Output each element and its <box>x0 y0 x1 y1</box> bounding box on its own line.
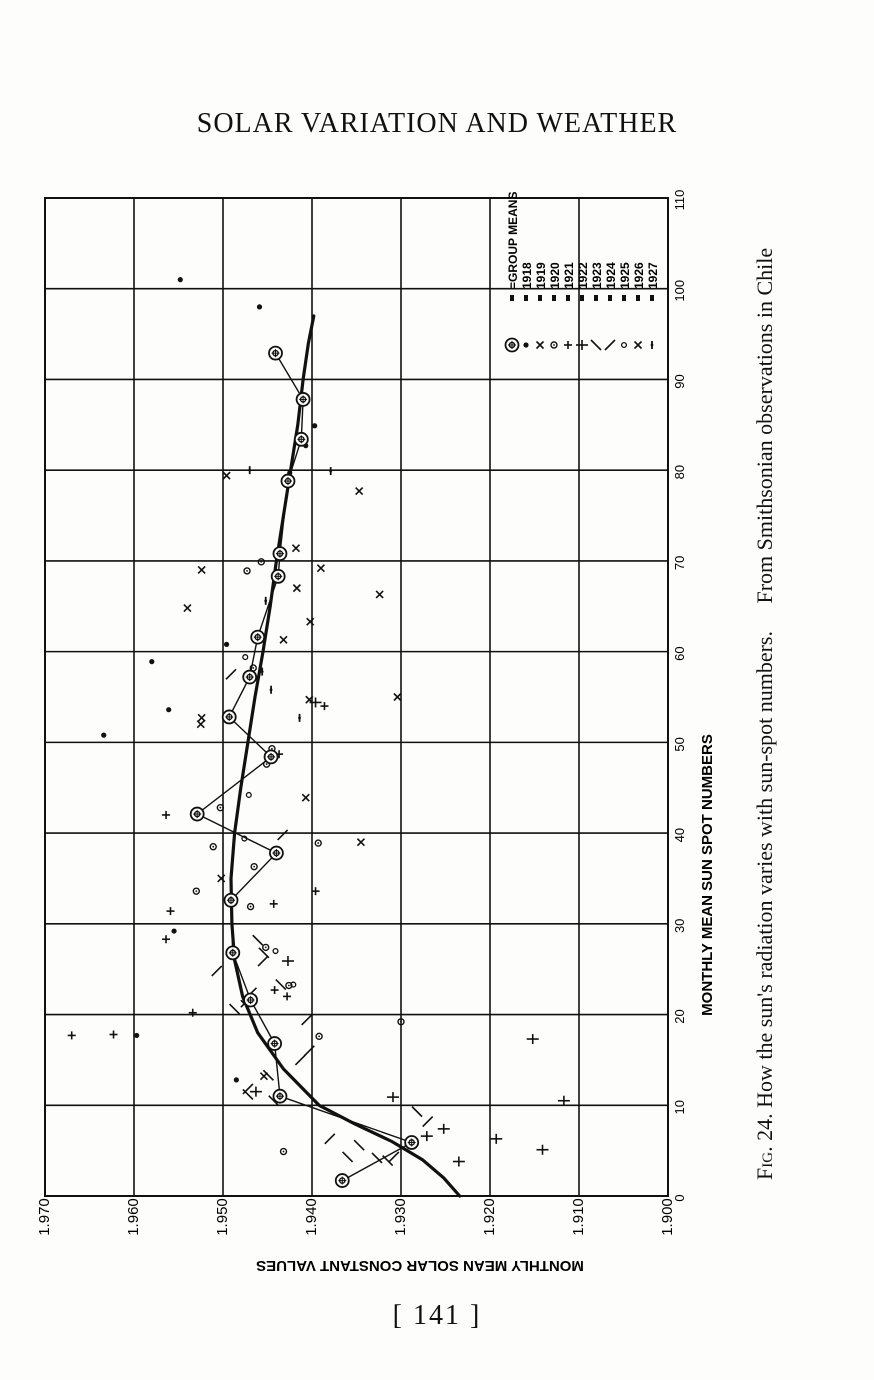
legend-marker <box>605 340 615 350</box>
legend-bullet <box>594 295 598 301</box>
point-1922 <box>537 1145 549 1155</box>
legend-item <box>618 262 632 347</box>
point-1922 <box>387 1092 399 1102</box>
legend-label: 1919 <box>534 262 548 289</box>
group-mean-point <box>265 750 278 763</box>
point-1919 <box>198 714 205 721</box>
legend-item <box>520 262 534 348</box>
point-1919 <box>357 839 364 846</box>
point-1920 <box>316 1033 322 1039</box>
y-tick-label: 1.970 <box>36 1198 53 1236</box>
group-mean-point <box>226 946 239 959</box>
group-mean-point <box>223 710 236 723</box>
y-tick-label: 1.920 <box>481 1198 498 1236</box>
point-1924 <box>295 1055 305 1065</box>
legend-bullet <box>510 295 514 301</box>
legend-label: 1922 <box>576 262 590 289</box>
point-1918 <box>171 928 176 933</box>
point-1920 <box>248 904 254 910</box>
x-tick-label: 20 <box>672 1009 687 1024</box>
point-1927 <box>262 668 263 676</box>
x-tick-label: 50 <box>672 737 687 752</box>
plot-frame <box>45 198 668 1196</box>
point-1918 <box>149 659 154 664</box>
legend-label: 1921 <box>562 262 576 289</box>
point-1925 <box>243 655 248 660</box>
point-1919 <box>223 472 230 479</box>
point-1924 <box>325 1134 335 1144</box>
point-1926 <box>260 1073 267 1080</box>
group-mean-point <box>243 671 256 684</box>
point-1919 <box>394 694 401 701</box>
group-mean-point <box>244 994 257 1007</box>
x-tick-label: 10 <box>672 1100 687 1115</box>
point-1927 <box>299 714 300 722</box>
group-mean-point <box>405 1136 418 1149</box>
legend-bullet <box>580 295 584 301</box>
y-tick-label: 1.930 <box>392 1198 409 1236</box>
legend-marker <box>591 340 601 350</box>
group-mean-point <box>336 1174 349 1187</box>
point-1919 <box>197 721 204 728</box>
point-1924 <box>212 966 222 976</box>
point-1921 <box>110 1031 118 1039</box>
point-1919 <box>356 488 363 495</box>
point-1920 <box>263 944 269 950</box>
point-1921 <box>166 907 174 915</box>
figure-caption <box>752 248 778 1180</box>
point-1918 <box>166 707 171 712</box>
point-1923 <box>276 980 286 990</box>
point-1923 <box>253 935 263 945</box>
point-1918 <box>134 1033 139 1038</box>
point-1919 <box>198 566 205 573</box>
x-tick-label: 90 <box>672 374 687 389</box>
group-mean-point <box>270 847 283 860</box>
point-1921 <box>189 1009 197 1017</box>
legend-marker <box>551 342 557 348</box>
group-mean-point <box>225 894 238 907</box>
point-1921 <box>271 986 279 994</box>
legend-item <box>632 262 646 349</box>
chart-grid <box>45 198 668 1196</box>
point-1920 <box>281 1149 287 1155</box>
point-1925 <box>246 793 251 798</box>
legend-label: 1925 <box>618 262 632 289</box>
page-header: SOLAR VARIATION AND WEATHER <box>196 108 678 139</box>
point-1927 <box>249 466 250 474</box>
point-1922 <box>438 1124 450 1134</box>
legend-item <box>576 262 590 350</box>
point-1919 <box>184 605 191 612</box>
group-mean-point <box>297 393 310 406</box>
point-1927 <box>330 467 331 475</box>
legend-item <box>590 262 604 350</box>
point-1920 <box>193 888 199 894</box>
point-1925 <box>273 949 278 954</box>
point-1923 <box>230 1004 240 1014</box>
point-1921 <box>68 1031 76 1039</box>
point-1920 <box>315 840 321 846</box>
point-1919 <box>293 585 300 592</box>
point-1920 <box>244 568 250 574</box>
legend-item <box>548 262 562 348</box>
y-tick-label: 1.910 <box>570 1198 587 1236</box>
point-1919 <box>292 545 299 552</box>
point-1918 <box>224 642 229 647</box>
legend-label: =GROUP MEANS <box>506 191 520 289</box>
legend-bullet <box>636 295 640 301</box>
data-points-layer <box>68 277 570 1187</box>
point-1922 <box>453 1157 465 1167</box>
legend-label: 1927 <box>646 262 660 289</box>
group-mean-point <box>269 347 282 360</box>
point-1919 <box>376 591 383 598</box>
point-1923 <box>412 1107 422 1117</box>
x-tick-label: 0 <box>672 1194 687 1202</box>
point-1924 <box>423 1117 433 1127</box>
legend-label: 1920 <box>548 262 562 289</box>
y-tick-label: 1.950 <box>214 1198 231 1236</box>
point-1918 <box>101 733 106 738</box>
point-1921 <box>162 935 170 943</box>
legend-bullet <box>622 295 626 301</box>
legend-item <box>506 192 521 352</box>
legend-bullet <box>608 295 612 301</box>
legend-marker <box>506 339 519 352</box>
point-1922 <box>282 956 294 966</box>
point-1923 <box>354 1140 364 1150</box>
x-tick-label: 30 <box>672 918 687 934</box>
y-tick-label: 1.960 <box>125 1198 142 1236</box>
legend-marker <box>576 340 588 350</box>
group-mean-point <box>295 433 308 446</box>
point-1921 <box>320 702 328 710</box>
group-mean-point <box>273 1090 286 1103</box>
point-1923 <box>343 1152 353 1162</box>
legend-item <box>534 262 548 349</box>
x-tick-label: 60 <box>672 646 687 661</box>
x-tick-label: 80 <box>672 464 687 480</box>
point-1924 <box>304 1046 314 1056</box>
point-1924 <box>226 669 236 679</box>
chart-legend <box>506 192 661 352</box>
point-1920 <box>258 559 264 565</box>
legend-label: 1918 <box>520 262 534 289</box>
point-1924 <box>258 956 268 966</box>
legend-item <box>604 262 618 350</box>
point-1922 <box>490 1134 502 1144</box>
x-tick-label: 110 <box>672 189 687 211</box>
group-mean-point <box>273 547 286 560</box>
group-mean-point <box>251 631 264 644</box>
point-1918 <box>257 304 262 309</box>
caption-text: How the sun's radiation varies with sun-spot numbers. <box>752 631 777 1108</box>
legend-bullet <box>552 295 556 301</box>
legend-bullet <box>650 295 654 301</box>
point-1920 <box>210 844 216 850</box>
legend-bullet <box>538 295 542 301</box>
group-mean-point <box>281 475 294 488</box>
y-tick-label: 1.940 <box>303 1198 320 1236</box>
group-mean-point <box>272 570 285 583</box>
legend-marker <box>622 343 627 348</box>
legend-marker <box>537 342 544 349</box>
point-1924 <box>302 1015 312 1025</box>
legend-label: 1926 <box>632 262 646 289</box>
point-1921 <box>162 811 170 819</box>
point-1921 <box>283 992 291 1000</box>
point-1920 <box>251 864 257 870</box>
point-1919 <box>317 565 324 572</box>
legend-marker <box>635 342 642 349</box>
x-tick-label: 100 <box>672 279 687 302</box>
point-1918 <box>178 277 183 282</box>
group-mean-point <box>191 808 204 821</box>
legend-label: 1923 <box>590 262 604 289</box>
point-1926 <box>302 794 309 801</box>
caption-source: From Smithsonian observations in Chile <box>752 247 777 604</box>
legend-item <box>646 262 660 349</box>
point-1922 <box>558 1096 570 1106</box>
legend-bullet <box>524 295 528 301</box>
point-1918 <box>234 1077 239 1082</box>
legend-marker <box>523 342 528 347</box>
point-1927 <box>265 597 266 605</box>
point-1926 <box>280 636 287 643</box>
page-number: [ 141 ] <box>392 1300 482 1331</box>
legend-item <box>562 262 576 349</box>
y-axis-label: MONTHLY MEAN SOLAR CONSTANT VALUES <box>256 1257 584 1274</box>
caption-figure-number: Fig. 24. <box>752 1113 777 1180</box>
point-1924 <box>278 830 288 840</box>
point-1922 <box>527 1034 539 1044</box>
group-mean-point <box>268 1037 281 1050</box>
point-1921 <box>270 900 278 908</box>
point-1922 <box>250 1087 262 1097</box>
point-1922 <box>421 1131 433 1141</box>
legend-marker <box>564 341 572 349</box>
legend-marker <box>651 341 652 349</box>
legend-bullet <box>566 295 570 301</box>
point-1927 <box>270 686 271 694</box>
x-tick-label: 70 <box>672 555 687 571</box>
x-tick-label: 40 <box>672 827 687 843</box>
x-axis-label: MONTHLY MEAN SUN SPOT NUMBERS <box>699 734 716 1016</box>
legend-label: 1924 <box>604 262 618 289</box>
point-1918 <box>312 423 317 428</box>
y-tick-label: 1.900 <box>659 1198 676 1236</box>
